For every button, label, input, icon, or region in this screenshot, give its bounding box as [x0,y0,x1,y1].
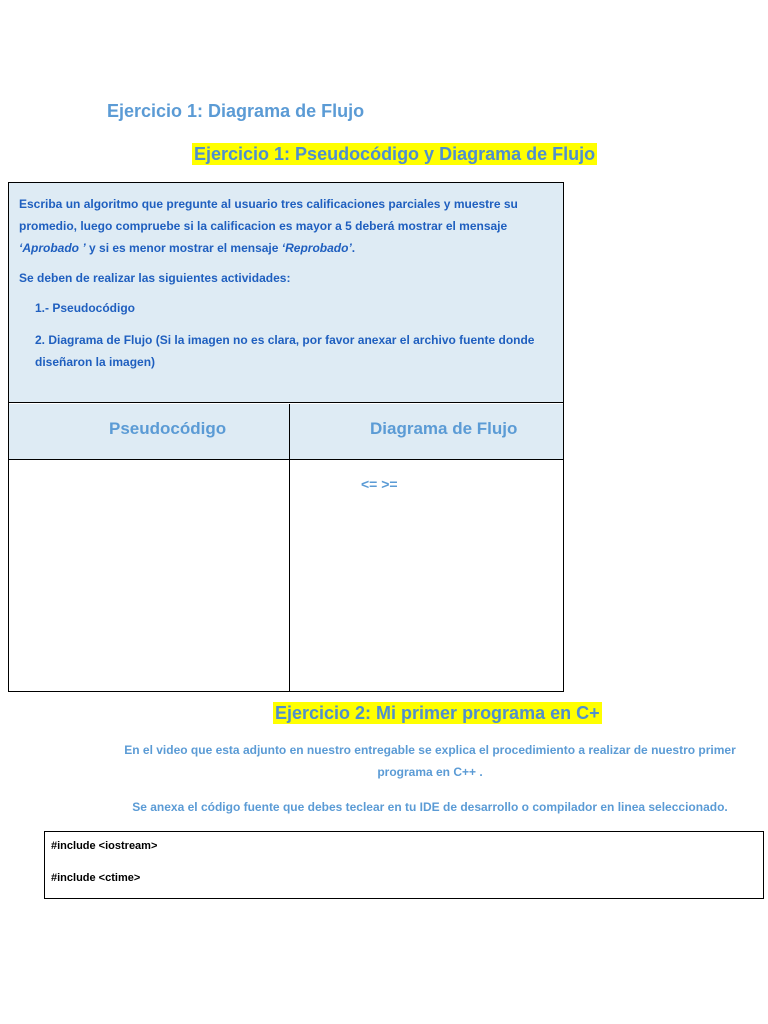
code-block [44,831,764,899]
column-header-flowchart: Diagrama de Flujo [290,404,563,460]
video-instructions: En el video que esta adjunto en nuestro entregable se explica el procedimiento a realizar de nuestro primer programa en C++ . [124,743,736,779]
reprobado-label: ‘Reprobado’ [281,241,352,255]
task-table [8,182,564,692]
flowchart-cell [290,460,563,691]
source-code-instructions: Se anexa el código fuente que debes teclear en tu IDE de desarrollo o compilador en linea seleccionado. [132,800,728,814]
activity-1: 1.- Pseudocódigo [35,301,136,315]
activities-intro: Se deben de realizar las siguientes actividades: [19,271,291,285]
task-description [9,183,563,403]
code-line-1: #include <iostream> [51,840,158,852]
aprobado-label: ‘Aprobado ’ [19,241,86,255]
operators-text: <= >= [361,476,398,492]
code-line-2: #include <ctime> [51,872,141,884]
exercise1-highlighted-title: Ejercicio 1: Pseudocódigo y Diagrama de Flujo [194,144,596,164]
pseudocode-cell [9,460,290,691]
task-statement: Escriba un algoritmo que pregunte al usuario tres calificaciones parciales y muestre su promedio, luego compruebe si la calificacion es mayor a 5 deberá mostrar el mensaje ‘Aprobado ’ y si es menor mostrar el mensaje ‘Reprobado’. [19,197,518,255]
column-header-pseudocode: Pseudocódigo [9,404,290,460]
activity-2: 2. Diagrama de Flujo (Si la imagen no es clara, por favor anexar el archivo fuente donde diseñaron la imagen) [35,333,535,369]
exercise2-title: Ejercicio 2: Mi primer programa en C+ [275,703,600,723]
exercise1-title: Ejercicio 1: Diagrama de Flujo [107,101,365,121]
